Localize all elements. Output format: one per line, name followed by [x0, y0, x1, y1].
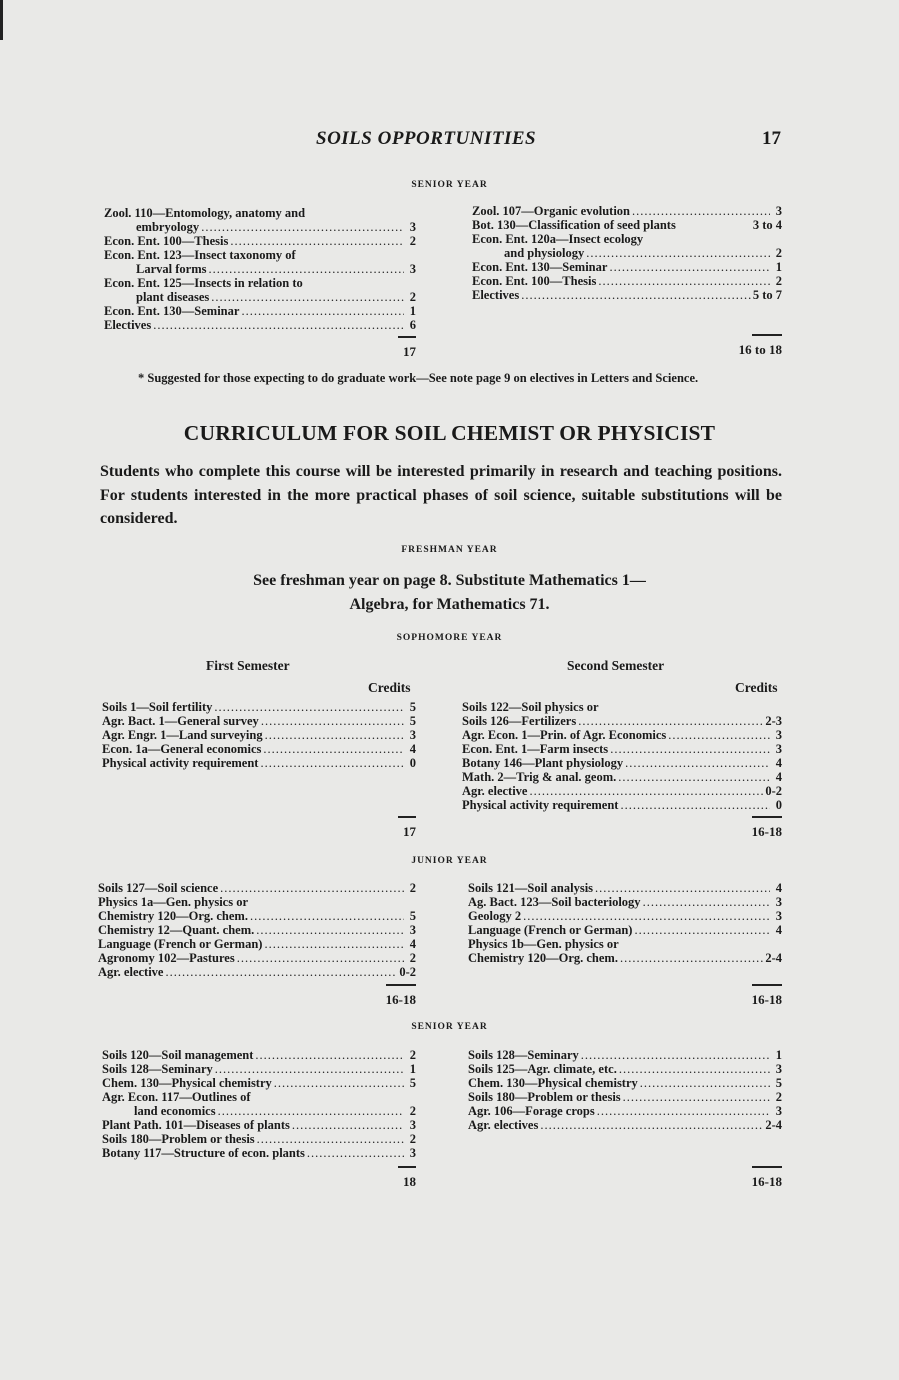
dot-leader: [620, 951, 763, 965]
senior1-right-total: 16 to 18: [738, 342, 782, 357]
course-name: Math. 2—Trig & anal. geom.: [462, 770, 617, 784]
course-row: [102, 1076, 416, 1090]
course-name: Chemistry 120—Org. chem.: [98, 909, 248, 923]
dot-leader: [263, 742, 404, 756]
course-name: Agr. Econ. 117—Outlines of: [102, 1090, 251, 1104]
sophomore-right-course-list: [462, 700, 782, 812]
course-name: Econ. 1a—General economics: [102, 742, 262, 756]
course-credits: 6: [409, 318, 416, 332]
dot-leader: [257, 1132, 404, 1146]
course-row: [102, 1104, 416, 1118]
course-credits: 3 to 4: [752, 218, 782, 232]
course-name: Soils 180—Problem or thesis: [102, 1132, 255, 1146]
course-credits: 3: [409, 262, 416, 276]
course-name: Physics 1a—Gen. physics or: [98, 895, 249, 909]
course-row: [472, 288, 782, 302]
course-name: Physical activity requirement: [102, 756, 259, 770]
course-name: Chem. 130—Physical chemistry: [468, 1076, 638, 1090]
course-credits: 4: [409, 937, 416, 951]
course-row: [104, 304, 416, 318]
course-name: Larval forms: [136, 262, 207, 276]
course-row: [472, 232, 782, 246]
course-row: [98, 909, 416, 923]
dot-leader: [256, 923, 404, 937]
course-credits: 5: [409, 714, 416, 728]
course-credits: 0: [409, 756, 416, 770]
course-name: Botany 146—Plant physiology: [462, 756, 624, 770]
credits-heading-left: Credits: [368, 680, 411, 695]
course-name: Physics 1b—Gen. physics or: [468, 937, 619, 951]
dot-leader: [619, 1062, 770, 1076]
course-row: [462, 700, 782, 714]
course-name: Soils 125—Agr. climate, etc.: [468, 1062, 617, 1076]
course-credits: 5: [409, 1076, 416, 1090]
course-row: [472, 204, 782, 218]
course-row: [472, 274, 782, 288]
total-rule: [398, 1166, 416, 1168]
course-row: [98, 895, 416, 909]
dot-leader: [230, 234, 404, 248]
dot-leader: [201, 220, 404, 234]
course-name: Agr. elective: [98, 965, 164, 979]
dot-leader: [640, 1076, 770, 1090]
course-row: [104, 290, 416, 304]
course-credits: 2: [775, 274, 782, 288]
course-name: Soils 180—Problem or thesis: [468, 1090, 621, 1104]
course-row: [102, 714, 416, 728]
dot-leader: [609, 260, 770, 274]
course-row: [462, 728, 782, 742]
course-credits: 4: [409, 742, 416, 756]
sophomore-left-course-list: [102, 700, 416, 770]
course-credits: 2-4: [765, 951, 782, 965]
course-row: [468, 1062, 782, 1076]
footnote: * Suggested for those expecting to do graduate work—See note page 9 on electives in Letters and Science.: [138, 371, 699, 385]
course-name: Soils 128—Seminary: [102, 1062, 213, 1076]
dot-leader: [597, 1104, 770, 1118]
course-credits: 0-2: [399, 965, 416, 979]
course-credits: 5: [409, 909, 416, 923]
course-credits: 3: [775, 1062, 782, 1076]
senior2-left-total: 18: [403, 1174, 416, 1189]
course-name: Agr. elective: [462, 784, 528, 798]
course-row: [98, 923, 416, 937]
senior1-right-course-list: [472, 204, 782, 302]
course-credits: 1: [775, 1048, 782, 1062]
freshman-note-line-2: Algebra, for Mathematics 71.: [349, 595, 550, 613]
course-credits: 2: [775, 246, 782, 260]
course-credits: 4: [775, 923, 782, 937]
course-row: [102, 1062, 416, 1076]
course-row: [468, 1076, 782, 1090]
dot-leader: [214, 700, 404, 714]
total-rule: [752, 816, 782, 818]
dot-leader: [260, 756, 404, 770]
dot-leader: [220, 881, 404, 895]
dot-leader: [540, 1118, 763, 1132]
course-credits: 2-3: [765, 714, 782, 728]
course-row: [98, 965, 416, 979]
sophomore-left-total: 17: [403, 824, 416, 839]
year-label-senior-2: SENIOR YEAR: [411, 1022, 488, 1032]
course-name: Zool. 107—Organic evolution: [472, 204, 630, 218]
course-name: Soils 1—Soil fertility: [102, 700, 213, 714]
course-row: [102, 1118, 416, 1132]
dot-leader: [165, 965, 397, 979]
course-credits: 3: [409, 1118, 416, 1132]
total-rule: [752, 984, 782, 986]
course-credits: 3: [775, 895, 782, 909]
dot-leader: [250, 909, 404, 923]
course-row: [468, 1118, 782, 1132]
course-row: [104, 234, 416, 248]
course-row: [468, 1048, 782, 1062]
course-credits: 4: [775, 881, 782, 895]
course-row: [472, 246, 782, 260]
course-name: plant diseases: [136, 290, 210, 304]
senior1-left-course-list: [104, 206, 416, 332]
dot-leader: [255, 1048, 404, 1062]
dot-leader: [578, 714, 763, 728]
course-name: Agr. electives: [468, 1118, 539, 1132]
course-name: Bot. 130—Classification of seed plants: [472, 218, 676, 232]
course-row: [102, 1048, 416, 1062]
course-name: Econ. Ent. 120a—Insect ecology: [472, 232, 644, 246]
course-name: Econ. Ent. 100—Thesis: [472, 274, 597, 288]
course-name: Agr. Bact. 1—General survey: [102, 714, 259, 728]
junior-right-course-list: [468, 881, 782, 965]
course-name: Zool. 110—Entomology, anatomy and: [104, 206, 306, 220]
course-credits: 1: [409, 304, 416, 318]
course-name: Econ. Ent. 125—Insects in relation to: [104, 276, 303, 290]
senior2-left-course-list: [102, 1048, 416, 1160]
section-heading: CURRICULUM FOR SOIL CHEMIST OR PHYSICIST: [183, 421, 716, 445]
course-credits: 2: [409, 1048, 416, 1062]
course-credits: 2: [775, 1090, 782, 1104]
course-row: [468, 1090, 782, 1104]
course-name: Language (French or German): [98, 937, 263, 951]
course-name: Soils 128—Seminary: [468, 1048, 579, 1062]
course-credits: 3: [409, 1146, 416, 1160]
course-name: Ag. Bact. 123—Soil bacteriology: [468, 895, 641, 909]
course-row: [98, 881, 416, 895]
course-name: Electives: [104, 318, 152, 332]
course-row: [98, 951, 416, 965]
course-row: [102, 1132, 416, 1146]
course-row: [102, 1090, 416, 1104]
course-name: Chemistry 12—Quant. chem.: [98, 923, 255, 937]
course-name: Econ. Ent. 100—Thesis: [104, 234, 229, 248]
second-semester-heading: Second Semester: [567, 658, 665, 673]
course-credits: 0: [775, 798, 782, 812]
course-credits: 2: [409, 881, 416, 895]
course-credits: 5 to 7: [752, 288, 782, 302]
junior-left-course-list: [98, 881, 416, 979]
course-row: [462, 798, 782, 812]
senior1-left-total: 17: [403, 344, 416, 359]
course-credits: 4: [775, 756, 782, 770]
credits-heading-right: Credits: [735, 680, 778, 695]
course-row: [468, 951, 782, 965]
course-row: [102, 1146, 416, 1160]
course-credits: 2-4: [765, 1118, 782, 1132]
course-name: and physiology: [504, 246, 585, 260]
course-row: [468, 909, 782, 923]
dot-leader: [208, 262, 404, 276]
course-row: [104, 318, 416, 332]
course-row: [462, 756, 782, 770]
course-row: [468, 881, 782, 895]
dot-leader: [634, 923, 770, 937]
dot-leader: [623, 1090, 770, 1104]
course-row: [468, 1104, 782, 1118]
freshman-note: [0, 569, 899, 616]
dot-leader: [292, 1118, 404, 1132]
total-rule: [752, 1166, 782, 1168]
course-row: [104, 220, 416, 234]
course-name: Language (French or German): [468, 923, 633, 937]
course-name: Chem. 130—Physical chemistry: [102, 1076, 272, 1090]
course-credits: 2: [409, 1132, 416, 1146]
dot-leader: [265, 728, 404, 742]
course-row: [462, 714, 782, 728]
dot-leader: [610, 742, 770, 756]
course-credits: 3: [775, 1104, 782, 1118]
dot-leader: [264, 937, 404, 951]
course-name: Econ. Ent. 130—Seminar: [472, 260, 608, 274]
dot-leader: [643, 895, 770, 909]
junior-left-total: 16-18: [385, 992, 416, 1007]
dot-leader: [307, 1146, 404, 1160]
total-rule: [398, 336, 416, 338]
course-credits: 0-2: [765, 784, 782, 798]
dot-leader: [211, 290, 404, 304]
course-name: Agr. 106—Forage crops: [468, 1104, 595, 1118]
course-credits: 4: [775, 770, 782, 784]
dot-leader: [632, 204, 770, 218]
course-credits: 3: [409, 220, 416, 234]
course-credits: 3: [775, 728, 782, 742]
course-name: Chemistry 120—Org. chem.: [468, 951, 618, 965]
course-row: [98, 937, 416, 951]
year-label-sophomore: SOPHOMORE YEAR: [396, 633, 503, 643]
junior-right-total: 16-18: [751, 992, 782, 1007]
dot-leader: [274, 1076, 404, 1090]
dot-leader: [581, 1048, 770, 1062]
intro-paragraph: Students who complete this course will be interested primarily in research and teaching positions. For students interested in the more practical phases of soil science, suitable substitutions will be considered.: [100, 463, 782, 527]
course-name: Soils 120—Soil management: [102, 1048, 254, 1062]
course-credits: 3: [775, 742, 782, 756]
dot-leader: [620, 798, 770, 812]
year-label-senior-1: SENIOR YEAR: [411, 180, 488, 190]
course-row: [104, 206, 416, 220]
course-name: Geology 2: [468, 909, 522, 923]
dot-leader: [241, 304, 404, 318]
course-name: Soils 126—Fertilizers: [462, 714, 577, 728]
course-row: [102, 742, 416, 756]
course-credits: 3: [775, 204, 782, 218]
dot-leader: [598, 274, 770, 288]
course-credits: 2: [409, 290, 416, 304]
course-credits: 1: [775, 260, 782, 274]
freshman-note-line-1: See freshman year on page 8. Substitute Mathematics 1—: [253, 572, 646, 589]
dot-leader: [668, 728, 770, 742]
course-name: Agr. Engr. 1—Land surveying: [102, 728, 263, 742]
course-credits: 2: [409, 234, 416, 248]
running-head: SOILS OPPORTUNITIES: [316, 128, 537, 149]
dot-leader: [215, 1062, 404, 1076]
course-row: [462, 742, 782, 756]
course-row: [462, 770, 782, 784]
year-label-freshman: FRESHMAN YEAR: [401, 545, 498, 555]
course-row: [468, 895, 782, 909]
dot-leader: [586, 246, 770, 260]
course-name: Econ. Ent. 123—Insect taxonomy of: [104, 248, 296, 262]
course-name: Econ. Ent. 130—Seminar: [104, 304, 240, 318]
course-row: [462, 784, 782, 798]
year-label-junior: JUNIOR YEAR: [411, 856, 488, 866]
course-row: [102, 700, 416, 714]
course-credits: 3: [409, 728, 416, 742]
total-rule: [752, 334, 782, 336]
senior2-right-total: 16-18: [751, 1174, 782, 1189]
course-name: Plant Path. 101—Diseases of plants: [102, 1118, 290, 1132]
course-credits: 5: [409, 700, 416, 714]
course-name: Physical activity requirement: [462, 798, 619, 812]
course-row: [468, 923, 782, 937]
course-credits: 2: [409, 951, 416, 965]
course-row: [104, 248, 416, 262]
course-credits: 1: [409, 1062, 416, 1076]
course-name: Agronomy 102—Pastures: [98, 951, 235, 965]
first-semester-heading: First Semester: [206, 658, 290, 673]
course-name: Agr. Econ. 1—Prin. of Agr. Economics: [462, 728, 667, 742]
dot-leader: [261, 714, 404, 728]
course-name: Electives: [472, 288, 520, 302]
course-credits: 5: [775, 1076, 782, 1090]
sophomore-right-total: 16-18: [751, 824, 782, 839]
total-rule: [398, 816, 416, 818]
course-name: Soils 127—Soil science: [98, 881, 219, 895]
dot-leader: [523, 909, 770, 923]
course-row: [472, 218, 782, 232]
dot-leader: [625, 756, 770, 770]
dot-leader: [521, 288, 751, 302]
course-row: [468, 937, 782, 951]
dot-leader: [595, 881, 770, 895]
course-row: [102, 728, 416, 742]
course-row: [102, 756, 416, 770]
senior2-right-course-list: [468, 1048, 782, 1132]
course-row: [104, 262, 416, 276]
course-name: Soils 121—Soil analysis: [468, 881, 594, 895]
course-name: Econ. Ent. 1—Farm insects: [462, 742, 609, 756]
course-credits: 3: [775, 909, 782, 923]
course-name: Soils 122—Soil physics or: [462, 700, 599, 714]
total-rule: [386, 984, 416, 986]
dot-leader: [237, 951, 404, 965]
course-credits: 3: [409, 923, 416, 937]
course-row: [472, 260, 782, 274]
course-row: [104, 276, 416, 290]
dot-leader: [153, 318, 404, 332]
dot-leader: [218, 1104, 404, 1118]
course-name: Botany 117—Structure of econ. plants: [102, 1146, 305, 1160]
dot-leader: [529, 784, 763, 798]
dot-leader: [618, 770, 770, 784]
course-name: embryology: [136, 220, 200, 234]
course-credits: 2: [409, 1104, 416, 1118]
page-number: 17: [762, 128, 781, 149]
course-name: land economics: [134, 1104, 216, 1118]
